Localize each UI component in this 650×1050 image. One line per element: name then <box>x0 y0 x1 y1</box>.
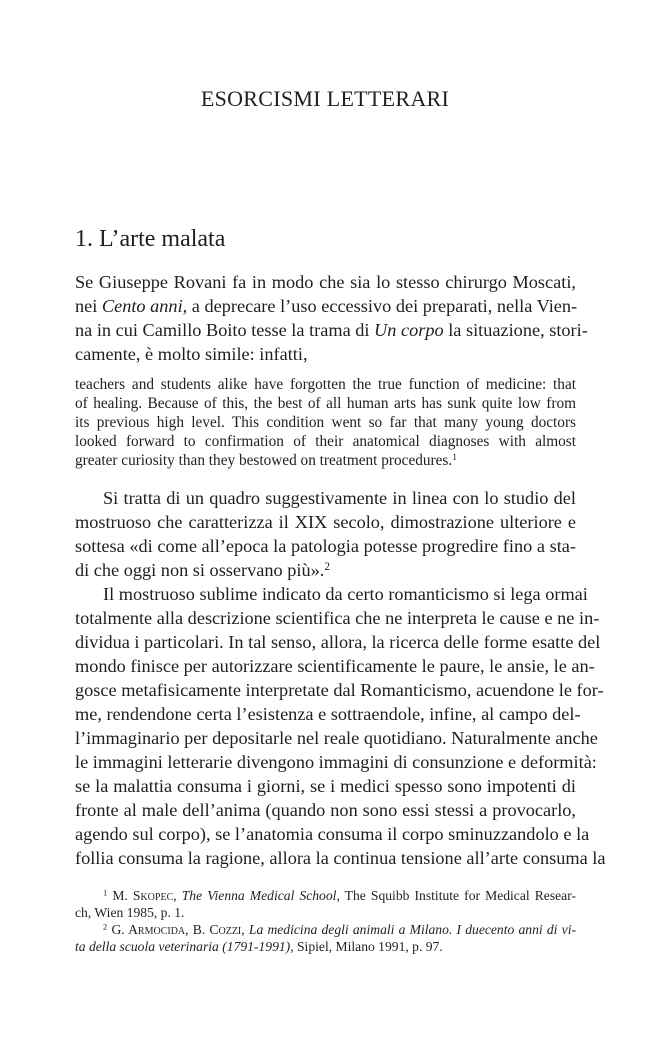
text-line: nei Cento anni, a deprecare l’uso eccessivo dei preparati, nella Vien- <box>75 296 578 316</box>
text-line: Se Giuseppe Rovani fa in modo che sia lo stesso chirurgo Moscati, <box>75 272 576 292</box>
text-line: agendo sul corpo), se l’anatomia consuma il corpo sminuzzandolo e la <box>75 824 590 844</box>
chapter-title: ESORCISMI LETTERARI <box>200 86 450 111</box>
footnote-1: $^1$ M. Skopec, The Vienna Medical School, The Squibb Institute for Medical Resear- <box>103 887 576 903</box>
text-line: dividua i particolari. In tal senso, allora, la ricerca delle forme esatte del <box>75 632 601 652</box>
text-line: mostruoso che caratterizza il XIX secolo, dimostrazione ulteriore e <box>75 512 576 532</box>
text-line: le immagini letterarie divengono immagini di consunzione e deformità: <box>75 752 597 772</box>
footnote-ref-2: 2 <box>324 560 330 573</box>
text-line: sottesa «di come all’epoca la patologia potesse progredire fino a sta- <box>75 536 576 556</box>
text-line: l’immaginario per depositarle nel reale quotidiano. Naturalmente anche <box>75 728 598 748</box>
quote-line: of healing. Because of this, the best of all human arts has sunk quite low from <box>75 395 576 412</box>
text-line: Il mostruoso sublime indicato da certo romanticismo si lega ormai <box>103 584 588 604</box>
text-line: follia consuma la ragione, allora la continua tensione all’arte consuma la <box>75 848 606 868</box>
text-line: totalmente alla descrizione scientifica che ne interpreta le cause e ne in- <box>75 608 600 628</box>
quote-line: greater curiosity than they bestowed on treatment procedures.$^1$ <box>75 452 457 469</box>
quote-line: its previous high level. This condition went so far that many young doctors <box>75 414 576 431</box>
text-line: Si tratta di un quadro suggestivamente in linea con lo studio del <box>103 488 576 508</box>
text-line: gosce metafisicamente interpretate dal Romanticismo, acuendone le for- <box>75 680 604 700</box>
text-line: fronte al male dell’anima (quando non sono essi stessi a provocarlo, <box>75 800 576 820</box>
quote-line: looked forward to confirmation of their anatomical diagnoses with almost <box>75 433 576 450</box>
section-heading: 1. L’arte malata <box>75 226 226 252</box>
footnote-1-cont: ch, Wien 1985, p. 1. <box>75 905 185 920</box>
footnote-2-cont: ta della scuola veterinaria (1791-1991), Sipiel, Milano 1991, p. 97. <box>75 939 443 954</box>
quote-line: teachers and students alike have forgotten the true function of medicine: that <box>75 376 576 393</box>
text-line: di che oggi non si osservano più».$^2$ <box>75 560 330 580</box>
text-line: se la malattia consuma i giorni, se i medici spesso sono impotenti di <box>75 776 576 796</box>
text-line: mondo finisce per autorizzare scientificamente le paure, le ansie, le an- <box>75 656 595 676</box>
footnote-2: $^2$ G. Armocida, B. Cozzi, La medicina degli animali a Milano. I duecento anni di vi- <box>103 921 576 937</box>
text-line: camente, è molto simile: infatti, <box>75 344 308 364</box>
text-line: me, rendendone certa l’esistenza e sottraendole, infine, al campo del- <box>75 704 581 724</box>
text-line: na in cui Camillo Boito tesse la trama di Un corpo la situazione, stori- <box>75 320 588 340</box>
footnote-ref-1: 1 <box>452 452 457 463</box>
